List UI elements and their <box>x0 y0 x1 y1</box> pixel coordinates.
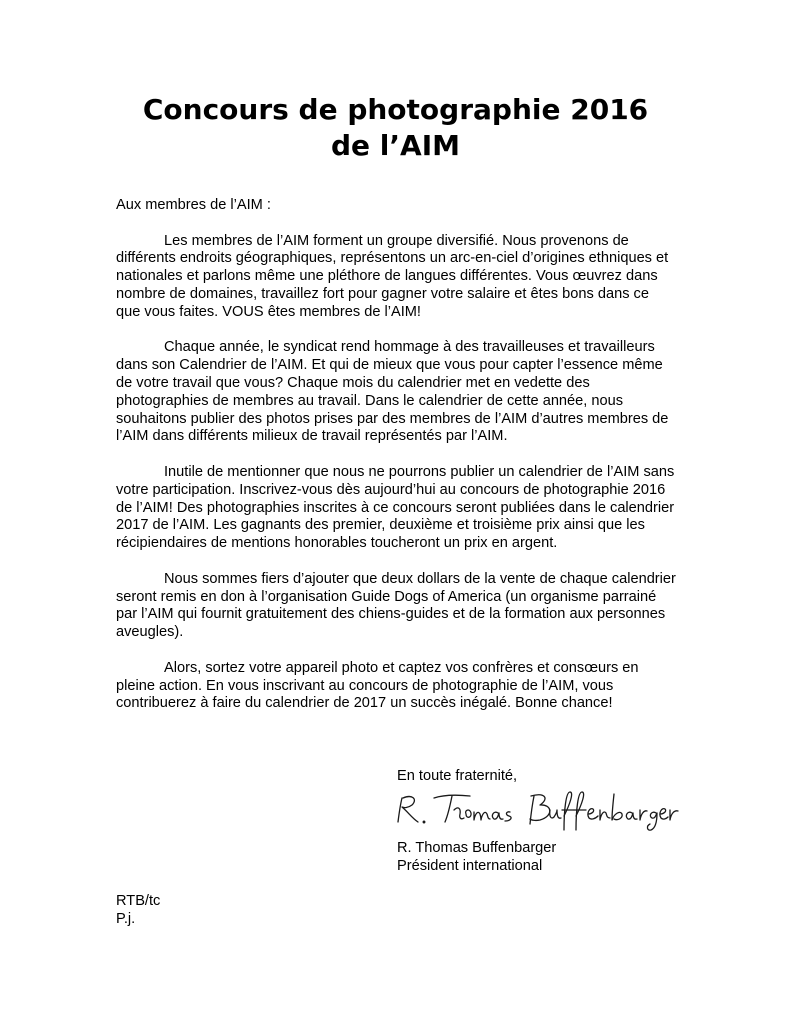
signer-block <box>397 840 556 876</box>
signer-role: Président international <box>397 857 543 874</box>
letter-body <box>116 197 676 731</box>
reference-block <box>116 893 160 929</box>
closing: En toute fraternité, <box>397 768 518 784</box>
signature-image <box>394 786 684 834</box>
paragraph-2: Chaque année, le syndicat rend hommage à des travailleuses et travailleurs dans son Calendrier de l’AIM. Et qui de mieux que vous pour capter l’essence même de votre travail que vous? Chaque mois du calendrier met en vedette des photographies de membres au travail. Dans le calendrier de cette année, nous souhaitons publier des photos prises par des membres de l’AIM d’autres membres de l’AIM dans différents milieux de travail représentés par l’AIM. <box>116 339 669 445</box>
salutation: Aux membres de l’AIM : <box>116 197 271 213</box>
reference-initials: RTB/tc <box>116 893 161 909</box>
paragraph-4: Nous sommes fiers d’ajouter que deux dollars de la vente de chaque calendrier seront remis en don à l’organisation Guide Dogs of America (un organisme parrainé par l’AIM qui fournit gratuitement des chiens-guides et de la formation aux personnes aveugles). <box>116 570 676 641</box>
document-title <box>100 92 691 164</box>
paragraph-1: Les membres de l’AIM forment un groupe diversifié. Nous provenons de différents endroits géographiques, représentons un arc-en-ciel d’origines ethniques et nationales et parlons même une pléthore de langues différentes. Vous œuvrez dans nombre de domaines, travaillez fort pour gagner votre salaire et êtes bons dans ce que vous faites. VOUS êtes membres de l’AIM! <box>116 232 669 320</box>
signer-name: R. Thomas Buffenbarger <box>397 840 557 856</box>
title-line-1: Concours de photographie 2016 <box>142 93 649 126</box>
title-line-2: de l’AIM <box>331 129 460 162</box>
enclosure-note: P.j. <box>116 910 136 927</box>
paragraph-3: Inutile de mentionner que nous ne pourrons publier un calendrier de l’AIM sans votre participation. Inscrivez-vous dès aujourd’hui au concours de photographie 2016 de l’AIM! Des photographies inscrites à ce concours seront publiées dans le calendrier 2017 de l’AIM. Les gagnants des premier, deuxième et troisième prix ainsi que les récipiendaires de mentions honorables toucheront un prix en argent. <box>116 463 675 552</box>
paragraph-5: Alors, sortez votre appareil photo et captez vos confrères et consœurs en pleine action. En vous inscrivant au concours de photographie de l’AIM, vous contribuerez à faire du calendrier de 2017 un succès inégalé. Bonne chance! <box>116 659 639 712</box>
